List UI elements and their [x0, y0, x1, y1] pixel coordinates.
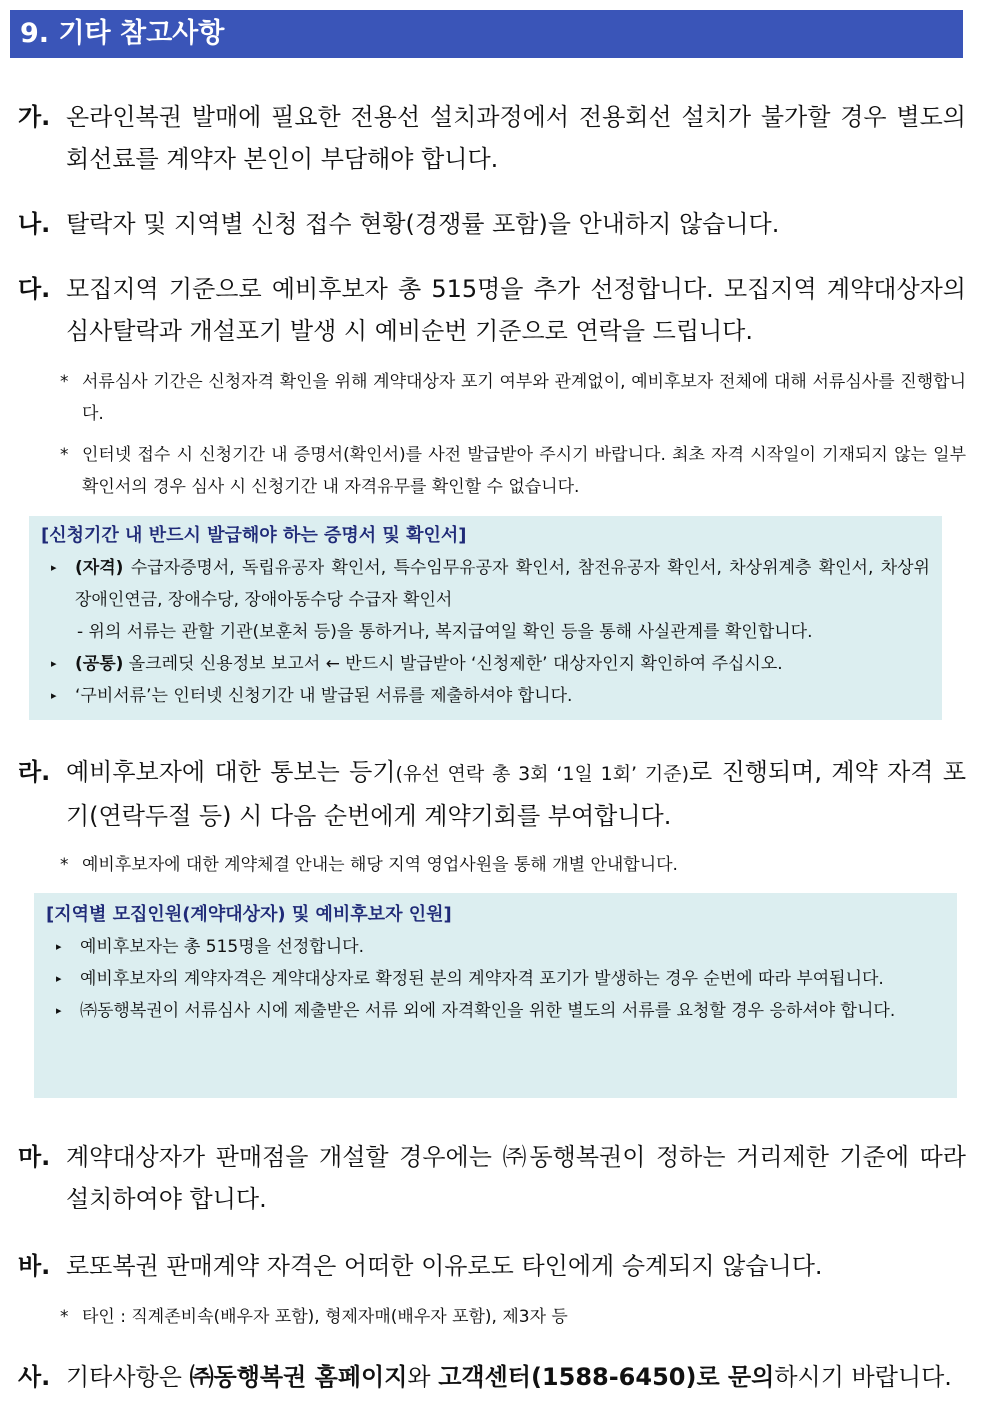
item-text-part: 기타사항은: [66, 1363, 190, 1391]
note-text: 인터넷 접수 시 신청기간 내 증명서(확인서)를 사전 발급받아 주시기 바랍니다. 최초 자격 시작일이 기재되지 않는 일부 확인서의 경우 심사 시 신청기간 내 자격유무를 확인할 수 없습니다.: [82, 445, 966, 497]
asterisk-icon: *: [60, 445, 69, 465]
bullet-text: 예비후보자의 계약자격은 계약대상자로 확정된 분의 계약자격 포기가 발생하는 경우 순번에 따라 부여됩니다.: [80, 969, 884, 989]
box-title: [신청기간 내 반드시 발급해야 하는 증명서 및 확인서]: [41, 525, 467, 546]
item-marker: 다.: [18, 275, 51, 303]
item-marker: 라.: [18, 758, 51, 786]
notice-item-da: [18, 268, 966, 352]
bullet-text: 예비후보자는 총 515명을 선정합니다.: [80, 937, 364, 957]
item-text: 온라인복권 발매에 필요한 전용선 설치과정에서 전용회선 설치가 불가할 경우 별도의 회선료를 계약자 본인이 부담해야 합니다.: [66, 103, 966, 173]
note-da-2: [60, 439, 966, 503]
notice-item-sa: [18, 1356, 966, 1398]
triangle-bullet-icon: ▸: [51, 561, 57, 574]
triangle-bullet-icon: ▸: [56, 940, 62, 953]
item-marker: 사.: [18, 1363, 51, 1391]
asterisk-icon: *: [60, 1307, 69, 1327]
box-bullet-1: [46, 931, 945, 963]
note-ra: [60, 849, 966, 881]
box-bullet-eligibility: [41, 552, 930, 616]
note-ba: [60, 1301, 966, 1333]
item-text: 로또복권 판매계약 자격은 어떠한 이유로도 타인에게 승계되지 않습니다.: [66, 1252, 823, 1280]
bullet-text: 수급자증명서, 독립유공자 확인서, 특수임무유공자 확인서, 참전유공자 확인서, 차상위계층 확인서, 차상위 장애인연금, 장애수당, 장애아동수당 수급자 확인서: [75, 558, 930, 610]
triangle-bullet-icon: ▸: [56, 972, 62, 985]
box-bullet-common: [41, 648, 930, 680]
bullet-text: ㈜동행복권이 서류심사 시에 제출받은 서류 외에 자격확인을 위한 별도의 서류를 요청할 경우 응하셔야 합니다.: [80, 1001, 896, 1021]
item-text: 계약대상자가 판매점을 개설할 경우에는 ㈜동행복권이 정하는 거리제한 기준에 따라 설치하여야 합니다.: [66, 1143, 966, 1213]
note-text: 타인 : 직계존비속(배우자 포함), 형제자매(배우자 포함), 제3자 등: [82, 1307, 568, 1327]
item-text-part: 예비후보자에 대한 통보는 등기: [66, 758, 396, 786]
item-text-part: 와: [407, 1363, 439, 1391]
required-documents-box: [29, 516, 942, 720]
notice-item-ga: [18, 96, 966, 180]
triangle-bullet-icon: ▸: [51, 657, 57, 670]
company-homepage-text: ㈜동행복권 홈페이지: [189, 1363, 408, 1391]
item-marker: 나.: [18, 210, 51, 238]
bullet-label: (공통): [75, 654, 124, 674]
box-bullet-2: [46, 963, 945, 995]
customer-center-text: 고객센터(1588-6450)로 문의: [438, 1363, 775, 1391]
box-title: [지역별 모집인원(계약대상자) 및 예비후보자 인원]: [46, 904, 452, 925]
item-text: [18, 751, 966, 837]
section-title: 9. 기타 참고사항: [10, 10, 963, 58]
item-text: 탈락자 및 지역별 신청 접수 현황(경쟁률 포함)을 안내하지 않습니다.: [66, 210, 780, 238]
notice-item-na: [18, 203, 966, 245]
box-sub-note: - 위의 서류는 관할 기관(보훈처 등)을 통하거나, 복지급여일 확인 등을 통해 사실관계를 확인합니다.: [77, 622, 813, 642]
item-text-part: 하시기 바랍니다.: [774, 1363, 952, 1391]
item-marker: 마.: [18, 1143, 51, 1171]
notice-item-ba: [18, 1245, 966, 1287]
item-text: [18, 1356, 966, 1398]
bullet-text: ‘구비서류’는 인터넷 신청기간 내 발급된 서류를 제출하셔야 합니다.: [75, 686, 573, 706]
triangle-bullet-icon: ▸: [51, 689, 57, 702]
item-text-part: 로 진행되며, 계약 자격 포기(연락두절 등) 시 다음 순번에게 계약기회를 부여합니다.: [66, 758, 967, 830]
bullet-label: (자격): [75, 558, 124, 578]
asterisk-icon: *: [60, 372, 69, 392]
note-text: 예비후보자에 대한 계약체결 안내는 해당 지역 영업사원을 통해 개별 안내합니다.: [82, 855, 678, 875]
item-marker: 가.: [18, 103, 51, 131]
recruitment-count-box: [34, 893, 957, 1098]
item-text-small: (유선 연락 총 3회 ‘1일 1회’ 기준): [395, 763, 690, 785]
note-da-1: [60, 366, 966, 430]
note-text: 서류심사 기간은 신청자격 확인을 위해 계약대상자 포기 여부와 관계없이, 예비후보자 전체에 대해 서류심사를 진행합니다.: [82, 372, 966, 424]
notice-item-ma: [18, 1136, 966, 1220]
item-marker: 바.: [18, 1252, 51, 1280]
bullet-text: 올크레딧 신용정보 보고서 ← 반드시 발급받아 ‘신청제한’ 대상자인지 확인하여 주십시오.: [128, 654, 783, 674]
asterisk-icon: *: [60, 855, 69, 875]
box-bullet-3: [46, 995, 945, 1027]
triangle-bullet-icon: ▸: [56, 1004, 62, 1017]
box-bullet-documents: [41, 680, 930, 712]
notice-item-ra: [18, 751, 966, 837]
item-text: 모집지역 기준으로 예비후보자 총 515명을 추가 선정합니다. 모집지역 계약대상자의 심사탈락과 개설포기 발생 시 예비순번 기준으로 연락을 드립니다.: [66, 275, 966, 345]
